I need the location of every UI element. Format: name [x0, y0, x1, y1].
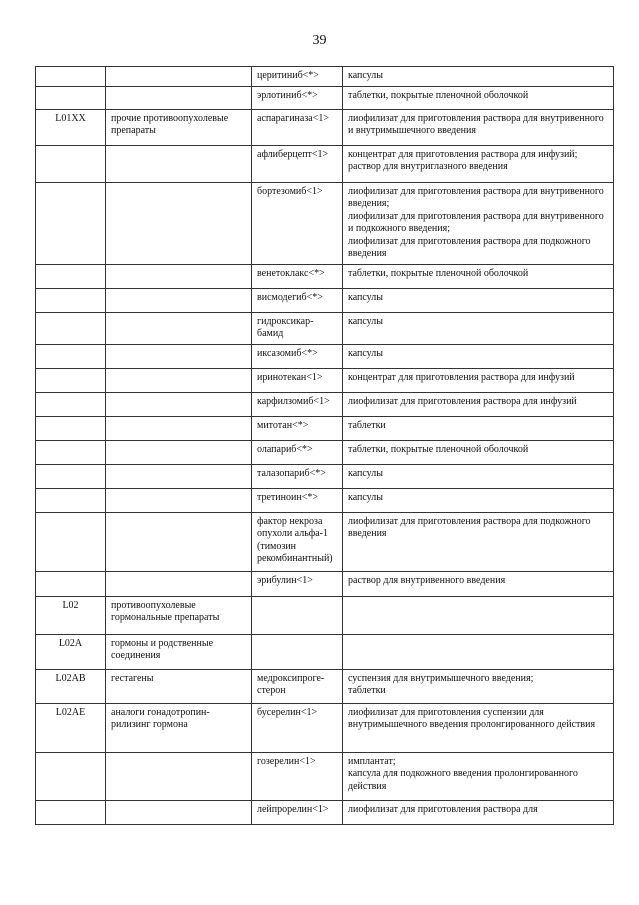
pharm-group-cell	[106, 265, 252, 289]
dosage-form-line: лиофилизат для приготовления раствора для подкожного введения	[348, 235, 591, 260]
atc-code-cell	[36, 146, 106, 183]
atc-code-cell	[36, 289, 106, 313]
dosage-form-cell	[343, 146, 614, 183]
dosage-form-line: капсулы	[348, 292, 383, 303]
table-row	[36, 345, 614, 369]
drug-name-cell: иринотекан<1>	[252, 369, 343, 393]
atc-code-cell: L02AE	[36, 704, 106, 753]
dosage-form-cell	[343, 635, 614, 670]
dosage-form-cell	[343, 670, 614, 704]
dosage-form-line: суспензия для внутримышечного введения;	[348, 673, 534, 684]
pharm-group-cell	[106, 393, 252, 417]
table-row	[36, 704, 614, 753]
pharm-group-cell: противоопухолевые гормональные препараты	[106, 597, 252, 635]
dosage-form-line: капсулы	[348, 70, 383, 81]
drug-table	[35, 66, 614, 825]
table-row	[36, 513, 614, 572]
dosage-form-line: лиофилизат для приготовления раствора для внутривенного и подкожного введения;	[348, 210, 604, 235]
drug-name-cell: эрибулин<1>	[252, 572, 343, 597]
page-number: 39	[312, 33, 327, 48]
dosage-form-cell	[343, 393, 614, 417]
atc-code-cell	[36, 753, 106, 801]
pharm-group-cell	[106, 753, 252, 801]
drug-name-cell: аспарагиназа<1>	[252, 110, 343, 146]
pharm-group-cell	[106, 465, 252, 489]
table-row	[36, 465, 614, 489]
dosage-form-line: капсула для подкожного введения пролонгированного действия	[348, 768, 578, 792]
dosage-form-cell	[343, 704, 614, 753]
dosage-form-cell	[343, 597, 614, 635]
table-row	[36, 110, 614, 146]
pharm-group-cell	[106, 183, 252, 265]
drug-name-cell: церитиниб<*>	[252, 67, 343, 87]
pharm-group-cell: гестагены	[106, 670, 252, 704]
dosage-form-cell	[343, 183, 614, 265]
dosage-form-line: лиофилизат для приготовления раствора для подкожного введения	[348, 516, 591, 540]
pharm-group-cell	[106, 441, 252, 465]
atc-code-cell	[36, 183, 106, 265]
table-row	[36, 67, 614, 87]
drug-name-cell: венетоклакс<*>	[252, 265, 343, 289]
dosage-form-cell	[343, 801, 614, 825]
pharm-group-cell	[106, 345, 252, 369]
dosage-form-line: капсулы	[348, 492, 383, 503]
dosage-form-cell	[343, 489, 614, 513]
atc-code-cell	[36, 441, 106, 465]
atc-code-cell	[36, 465, 106, 489]
table-row	[36, 393, 614, 417]
drug-name-cell: карфилзомиб<1>	[252, 393, 343, 417]
atc-code-cell: L02AB	[36, 670, 106, 704]
dosage-form-cell	[343, 417, 614, 441]
dosage-form-line: концентрат для приготовления раствора для инфузий;	[348, 149, 578, 160]
pharm-group-cell	[106, 489, 252, 513]
table-row	[36, 635, 614, 670]
dosage-form-cell	[343, 345, 614, 369]
dosage-form-line: таблетки, покрытые пленочной оболочкой	[348, 268, 529, 279]
drug-name-cell: талазопариб<*>	[252, 465, 343, 489]
dosage-form-line: таблетки, покрытые пленочной оболочкой	[348, 444, 529, 455]
dosage-form-cell	[343, 572, 614, 597]
table-row	[36, 289, 614, 313]
atc-code-cell: L01XX	[36, 110, 106, 146]
drug-name-cell: фактор некроза опухоли альфа-1 (тимозин рекомбинантный)	[252, 513, 343, 572]
dosage-form-cell	[343, 67, 614, 87]
pharm-group-cell	[106, 313, 252, 345]
dosage-form-line: таблетки	[348, 685, 386, 697]
pharm-group-cell	[106, 289, 252, 313]
drug-name-cell	[252, 635, 343, 670]
dosage-form-line: раствор для внутриглазного введения	[348, 161, 508, 173]
dosage-form-line: лиофилизат для приготовления раствора для внутривенного и внутримышечного введения	[348, 113, 604, 137]
dosage-form-line: лиофилизат для приготовления раствора для	[348, 804, 538, 815]
atc-code-cell	[36, 801, 106, 825]
atc-code-cell	[36, 513, 106, 572]
atc-code-cell	[36, 393, 106, 417]
table-row	[36, 753, 614, 801]
pharm-group-cell: гормоны и родственные соединения	[106, 635, 252, 670]
atc-code-cell	[36, 313, 106, 345]
atc-code-cell	[36, 572, 106, 597]
table-row	[36, 369, 614, 393]
dosage-form-cell	[343, 313, 614, 345]
table-row	[36, 572, 614, 597]
table-body	[36, 67, 614, 825]
drug-name-cell: эрлотиниб<*>	[252, 87, 343, 110]
table-row	[36, 146, 614, 183]
dosage-form-cell	[343, 265, 614, 289]
table-row	[36, 489, 614, 513]
dosage-form-line: концентрат для приготовления раствора для инфузий	[348, 372, 575, 383]
drug-name-cell: гозерелин<1>	[252, 753, 343, 801]
table-row	[36, 265, 614, 289]
dosage-form-cell	[343, 289, 614, 313]
drug-name-cell: бортезомиб<1>	[252, 183, 343, 265]
drug-name-cell: третиноин<*>	[252, 489, 343, 513]
dosage-form-line: капсулы	[348, 316, 383, 327]
table-row	[36, 801, 614, 825]
atc-code-cell	[36, 345, 106, 369]
dosage-form-cell	[343, 87, 614, 110]
atc-code-cell	[36, 265, 106, 289]
drug-name-cell: гидроксикар-бамид	[252, 313, 343, 345]
atc-code-cell	[36, 417, 106, 441]
dosage-form-cell	[343, 441, 614, 465]
table-row	[36, 183, 614, 265]
pharm-group-cell	[106, 572, 252, 597]
dosage-form-line: имплантат;	[348, 756, 396, 767]
dosage-form-line: таблетки	[348, 420, 386, 431]
drug-name-cell: олапариб<*>	[252, 441, 343, 465]
table-row	[36, 417, 614, 441]
atc-code-cell	[36, 87, 106, 110]
drug-name-cell: лейпрорелин<1>	[252, 801, 343, 825]
drug-name-cell: бусерелин<1>	[252, 704, 343, 753]
table-row	[36, 441, 614, 465]
atc-code-cell	[36, 369, 106, 393]
dosage-form-line: таблетки, покрытые пленочной оболочкой	[348, 90, 529, 101]
dosage-form-cell	[343, 753, 614, 801]
drug-name-cell: иксазомиб<*>	[252, 345, 343, 369]
dosage-form-line: капсулы	[348, 468, 383, 479]
pharm-group-cell	[106, 513, 252, 572]
dosage-form-line: капсулы	[348, 348, 383, 359]
table-row	[36, 87, 614, 110]
atc-code-cell	[36, 67, 106, 87]
dosage-form-line: раствор для внутривенного введения	[348, 575, 506, 586]
drug-name-cell: висмодегиб<*>	[252, 289, 343, 313]
drug-name-cell: медроксипроге-стерон	[252, 670, 343, 704]
pharm-group-cell	[106, 801, 252, 825]
pharm-group-cell	[106, 146, 252, 183]
pharm-group-cell	[106, 67, 252, 87]
pharm-group-cell	[106, 87, 252, 110]
table-row	[36, 597, 614, 635]
dosage-form-line: лиофилизат для приготовления суспензии для внутримышечного введения пролонгированного действия	[348, 707, 596, 731]
dosage-form-cell	[343, 110, 614, 146]
pharm-group-cell: аналоги гонадотропин-рилизинг гормона	[106, 704, 252, 753]
dosage-form-cell	[343, 369, 614, 393]
dosage-form-cell	[343, 513, 614, 572]
dosage-form-line: лиофилизат для приготовления раствора для внутривенного введения;	[348, 186, 604, 210]
atc-code-cell	[36, 489, 106, 513]
dosage-form-cell	[343, 465, 614, 489]
pharm-group-cell	[106, 417, 252, 441]
atc-code-cell: L02	[36, 597, 106, 635]
drug-name-cell: афлиберцепт<1>	[252, 146, 343, 183]
table-row	[36, 313, 614, 345]
pharm-group-cell: прочие противоопухолевые препараты	[106, 110, 252, 146]
drug-name-cell: митотан<*>	[252, 417, 343, 441]
dosage-form-line: лиофилизат для приготовления раствора для инфузий	[348, 396, 577, 407]
drug-name-cell	[252, 597, 343, 635]
atc-code-cell: L02A	[36, 635, 106, 670]
pharm-group-cell	[106, 369, 252, 393]
table-row	[36, 670, 614, 704]
